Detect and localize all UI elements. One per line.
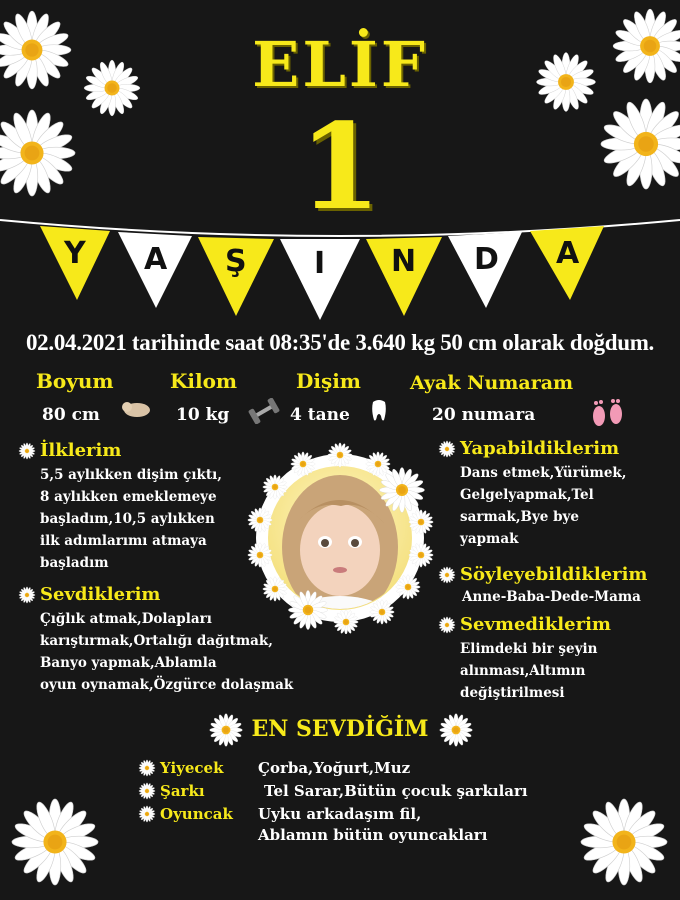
- bunting-letter: Ş: [225, 244, 247, 279]
- loves-heading: [18, 584, 160, 605]
- song-label-row: [138, 782, 205, 800]
- dislikes-heading: [438, 614, 611, 635]
- daisy-bullet-icon: [138, 805, 156, 823]
- daisy-icon: [438, 712, 474, 748]
- foot-value: 20 numara: [432, 405, 536, 425]
- daisy-bullet-icon: [138, 759, 156, 777]
- words-title: Söyleyebildiklerim: [460, 564, 648, 585]
- foot-label: Ayak Numaram: [410, 372, 574, 394]
- bunting-letter: A: [144, 242, 168, 277]
- loves-text: Çığlık atmak,Dolapları karıştırmak,Ortalığı dağıtmak, Banyo yapmak,Ablamla oyun oynamak,Özgürce dolaşmak: [40, 611, 294, 693]
- bunting-letter: Y: [64, 236, 86, 271]
- daisy-icon: [581, 799, 667, 885]
- words-text: Anne-Baba-Dede-Mama: [462, 589, 641, 605]
- height-label: Boyum: [36, 369, 114, 393]
- food-label-row: [138, 759, 223, 777]
- song-value: Tel Sarar,Bütün çocuk şarkıları: [264, 782, 528, 800]
- teeth-label: Dişim: [296, 369, 361, 393]
- words-heading: [438, 564, 647, 585]
- bunting-letter: D: [474, 242, 499, 277]
- food-value: Çorba,Yoğurt,Muz: [258, 759, 411, 777]
- toy-label: Oyuncak: [160, 805, 233, 823]
- bunting-letter: I: [314, 246, 326, 281]
- bunting-letter: A: [556, 236, 580, 271]
- daisy-bullet-icon: [138, 782, 156, 800]
- firsts-text: 5,5 aylıkken dişim çıktı, 8 aylıkken emeklemeye başladım,10,5 aylıkken ilk adımlarımı atmaya başladım: [40, 467, 222, 571]
- bunting-letters: [0, 232, 680, 292]
- teeth-value: 4 tane: [290, 405, 350, 425]
- daisy-bullet-icon: [438, 440, 456, 458]
- food-label: Yiyecek: [160, 759, 224, 777]
- abilities-title: Yapabildiklerim: [460, 438, 620, 459]
- weight-label: Kilom: [170, 369, 238, 393]
- firsts-heading: [18, 440, 121, 461]
- firsts-title: İlklerim: [40, 440, 122, 461]
- age-number: 1: [298, 97, 382, 236]
- child-name: ELİF: [252, 28, 428, 101]
- toy-value: Uyku arkadaşım fil, Ablamın bütün oyuncakları: [258, 805, 488, 844]
- daisy-icon: [12, 799, 98, 885]
- bunting-letter: N: [391, 244, 417, 279]
- abilities-heading: [438, 438, 619, 459]
- abilities-text: Dans etmek,Yürümek, Gelgelyapmak,Tel sarmak,Bye bye yapmak: [460, 465, 627, 547]
- loves-title: Sevdiklerim: [40, 584, 161, 605]
- child-photo-frame: [245, 442, 435, 634]
- baby-icon: [120, 398, 154, 422]
- favorites-title: EN SEVDİĞİM: [251, 716, 429, 742]
- footprints-icon: [588, 398, 628, 428]
- song-label: Şarkı: [160, 782, 205, 800]
- daisy-bullet-icon: [438, 566, 456, 584]
- daisy-bullet-icon: [18, 442, 36, 460]
- dumbbell-icon: [248, 398, 280, 424]
- birth-info: 02.04.2021 tarihinde saat 08:35'de 3.640 kg 50 cm olarak doğdum.: [25, 330, 655, 355]
- weight-value: 10 kg: [176, 405, 230, 425]
- tooth-icon: [370, 398, 388, 424]
- daisy-bullet-icon: [438, 616, 456, 634]
- dislikes-title: Sevmediklerim: [460, 614, 611, 635]
- toy-label-row: [138, 805, 233, 823]
- daisy-bullet-icon: [18, 586, 36, 604]
- dislikes-text: Elimdeki bir şeyin alınması,Altımın değiştirilmesi: [460, 641, 598, 701]
- height-value: 80 cm: [42, 405, 100, 425]
